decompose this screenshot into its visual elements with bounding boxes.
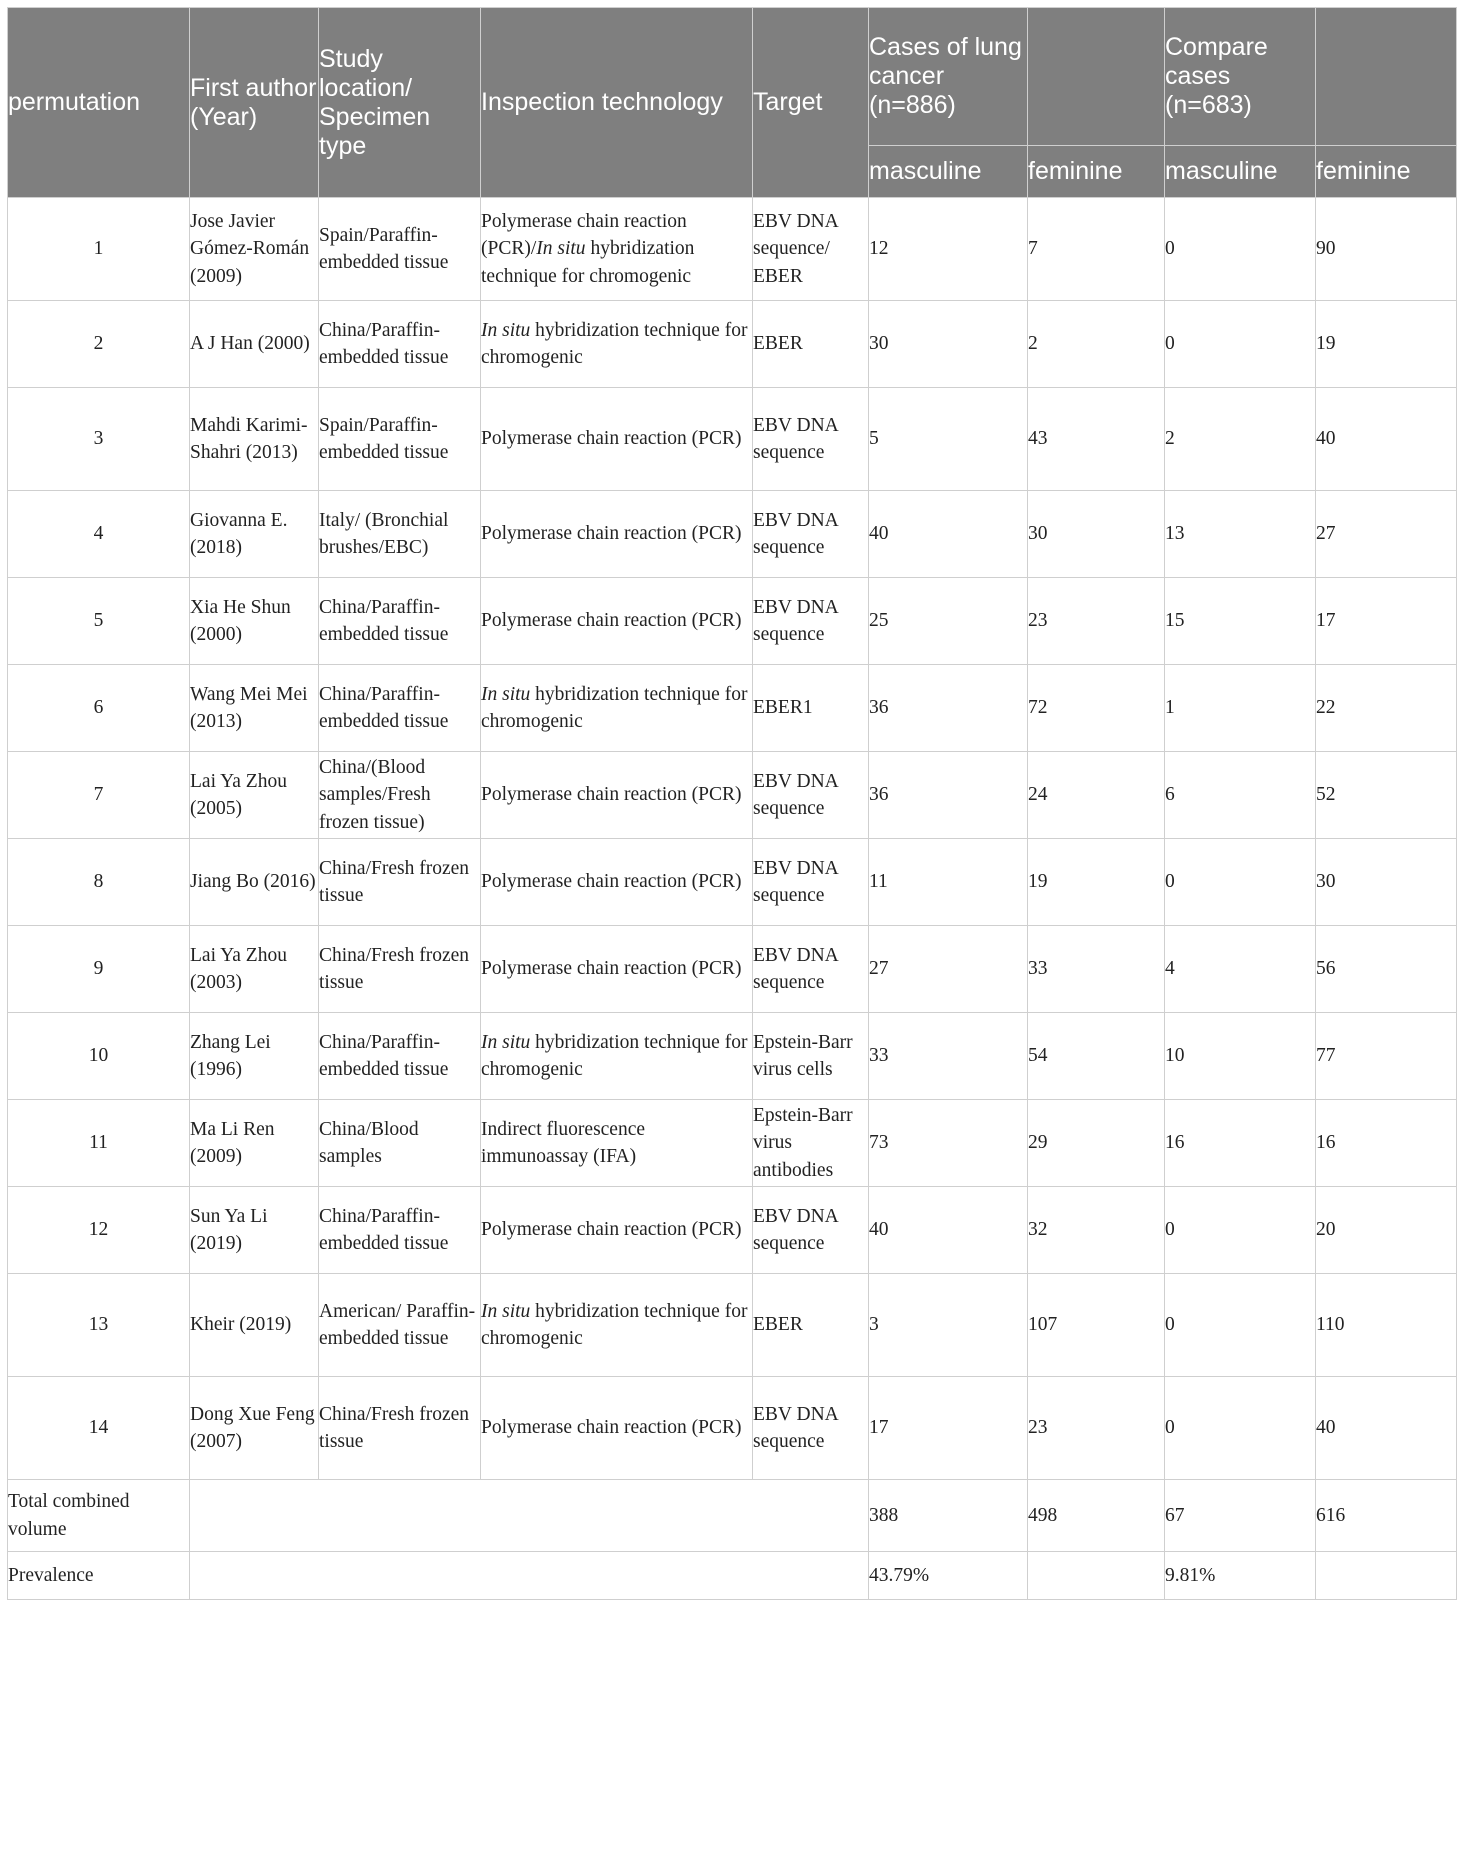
cell-target: EBV DNA sequence: [753, 578, 869, 665]
cell-technology: [481, 1377, 753, 1480]
total-empty: [190, 1480, 869, 1552]
cell-author: Lai Ya Zhou (2005): [190, 752, 319, 839]
tech-italic: In situ: [481, 683, 531, 705]
cell-location: Italy/ (Bronchial brushes/EBC): [319, 491, 481, 578]
header-permutation: permutation: [8, 8, 190, 198]
cell-permutation: 10: [8, 1013, 190, 1100]
total-lc-feminine: 498: [1028, 1480, 1165, 1552]
prevalence-row: [8, 1552, 1457, 1600]
cell-lc-feminine: 19: [1028, 839, 1165, 926]
cell-lc-feminine: 72: [1028, 665, 1165, 752]
cell-cc-masculine: 0: [1165, 1274, 1316, 1377]
tech-text: Polymerase chain reaction (PCR): [481, 523, 742, 545]
header-compare-cases: Compare cases (n=683): [1165, 8, 1316, 146]
cell-author: Zhang Lei (1996): [190, 1013, 319, 1100]
cell-cc-masculine: 0: [1165, 301, 1316, 388]
cell-lc-masculine: 27: [869, 926, 1028, 1013]
prevalence-empty-2: [1028, 1552, 1165, 1600]
cell-technology: [481, 839, 753, 926]
cell-location: China/Paraffin-embedded tissue: [319, 1187, 481, 1274]
tech-text: Polymerase chain reaction (PCR): [481, 1417, 742, 1439]
cell-location: China/Paraffin-embedded tissue: [319, 301, 481, 388]
cell-author: A J Han (2000): [190, 301, 319, 388]
cell-lc-feminine: 2: [1028, 301, 1165, 388]
cell-author: Mahdi Karimi-Shahri (2013): [190, 388, 319, 491]
cell-cc-feminine: 56: [1316, 926, 1457, 1013]
cell-permutation: 4: [8, 491, 190, 578]
cell-target: EBV DNA sequence: [753, 752, 869, 839]
header-cc-masculine: masculine: [1165, 146, 1316, 198]
cell-location: China/Blood samples: [319, 1100, 481, 1187]
cell-lc-masculine: 36: [869, 752, 1028, 839]
cell-lc-feminine: 7: [1028, 198, 1165, 301]
header-inspection-technology: Inspection technology: [481, 8, 753, 198]
cell-lc-masculine: 12: [869, 198, 1028, 301]
cell-lc-masculine: 25: [869, 578, 1028, 665]
cell-technology: [481, 1187, 753, 1274]
table-row: [8, 1187, 1457, 1274]
cell-technology: [481, 388, 753, 491]
cell-cc-feminine: 16: [1316, 1100, 1457, 1187]
cell-cc-feminine: 110: [1316, 1274, 1457, 1377]
table-row: [8, 1100, 1457, 1187]
cell-cc-masculine: 4: [1165, 926, 1316, 1013]
table-row: [8, 388, 1457, 491]
cell-lc-feminine: 30: [1028, 491, 1165, 578]
prevalence-label: Prevalence: [8, 1552, 190, 1600]
cell-location: China/Paraffin-embedded tissue: [319, 665, 481, 752]
cell-cc-masculine: 2: [1165, 388, 1316, 491]
cell-permutation: 5: [8, 578, 190, 665]
cell-cc-feminine: 90: [1316, 198, 1457, 301]
cell-lc-masculine: 30: [869, 301, 1028, 388]
cell-cc-masculine: 6: [1165, 752, 1316, 839]
studies-table: [7, 7, 1457, 1600]
header-lung-cancer-cases: Cases of lung cancer (n=886): [869, 8, 1028, 146]
cell-technology: [481, 1013, 753, 1100]
tech-italic: In situ: [481, 319, 531, 341]
cell-cc-feminine: 19: [1316, 301, 1457, 388]
cell-author: Dong Xue Feng (2007): [190, 1377, 319, 1480]
cell-lc-feminine: 43: [1028, 388, 1165, 491]
cell-cc-masculine: 16: [1165, 1100, 1316, 1187]
cell-permutation: 11: [8, 1100, 190, 1187]
total-cc-masculine: 67: [1165, 1480, 1316, 1552]
cell-permutation: 14: [8, 1377, 190, 1480]
table-row: [8, 1013, 1457, 1100]
cell-target: EBV DNA sequence: [753, 839, 869, 926]
cell-author: Sun Ya Li (2019): [190, 1187, 319, 1274]
cell-permutation: 7: [8, 752, 190, 839]
tech-text: Polymerase chain reaction (PCR): [481, 610, 742, 632]
cell-cc-masculine: 0: [1165, 1377, 1316, 1480]
cell-lc-masculine: 40: [869, 1187, 1028, 1274]
tech-text-rest: hybridization technique for chromogenic: [481, 683, 748, 732]
cell-technology: [481, 301, 753, 388]
cell-permutation: 8: [8, 839, 190, 926]
cell-lc-feminine: 54: [1028, 1013, 1165, 1100]
table-row: [8, 926, 1457, 1013]
cell-technology: [481, 1100, 753, 1187]
cell-location: China/Paraffin-embedded tissue: [319, 1013, 481, 1100]
table-body: [8, 198, 1457, 1600]
header-cc-feminine: feminine: [1316, 146, 1457, 198]
cell-author: Xia He Shun (2000): [190, 578, 319, 665]
prevalence-empty: [190, 1552, 869, 1600]
tech-text-rest: hybridization technique for chromogenic: [481, 1300, 748, 1349]
table-row: [8, 665, 1457, 752]
cell-cc-feminine: 20: [1316, 1187, 1457, 1274]
cell-location: American/ Paraffin-embedded tissue: [319, 1274, 481, 1377]
tech-italic: In situ: [481, 1031, 531, 1053]
cell-lc-feminine: 23: [1028, 1377, 1165, 1480]
cell-target: EBV DNA sequence: [753, 491, 869, 578]
tech-text: Polymerase chain reaction (PCR): [481, 871, 742, 893]
tech-italic: In situ: [481, 1300, 531, 1322]
cell-lc-masculine: 33: [869, 1013, 1028, 1100]
cell-location: Spain/Paraffin-embedded tissue: [319, 388, 481, 491]
cell-target: EBV DNA sequence: [753, 1187, 869, 1274]
tech-text-rest: hybridization technique for chromogenic: [481, 238, 695, 287]
cell-target: EBV DNA sequence: [753, 1377, 869, 1480]
cell-target: EBV DNA sequence: [753, 926, 869, 1013]
total-lc-masculine: 388: [869, 1480, 1028, 1552]
cell-author: Wang Mei Mei (2013): [190, 665, 319, 752]
cell-target: Epstein-Barr virus antibodies: [753, 1100, 869, 1187]
cell-cc-feminine: 40: [1316, 388, 1457, 491]
tech-italic: In situ: [536, 238, 586, 260]
table-row: [8, 1377, 1457, 1480]
cell-cc-feminine: 52: [1316, 752, 1457, 839]
header-empty-1: [1028, 8, 1165, 146]
cell-author: Lai Ya Zhou (2003): [190, 926, 319, 1013]
cell-cc-masculine: 10: [1165, 1013, 1316, 1100]
cell-cc-feminine: 30: [1316, 839, 1457, 926]
cell-lc-masculine: 40: [869, 491, 1028, 578]
cell-target: EBV DNA sequence: [753, 388, 869, 491]
cell-author: Jiang Bo (2016): [190, 839, 319, 926]
cell-target: Epstein-Barr virus cells: [753, 1013, 869, 1100]
total-row: [8, 1480, 1457, 1552]
cell-cc-feminine: 17: [1316, 578, 1457, 665]
prevalence-lung-cancer: 43.79%: [869, 1552, 1028, 1600]
cell-cc-feminine: 27: [1316, 491, 1457, 578]
cell-target: EBV DNA sequence/ EBER: [753, 198, 869, 301]
cell-location: China/Paraffin-embedded tissue: [319, 578, 481, 665]
cell-technology: [481, 198, 753, 301]
cell-technology: [481, 578, 753, 665]
tech-text: Indirect fluorescence immunoassay (IFA): [481, 1118, 646, 1167]
cell-cc-masculine: 1: [1165, 665, 1316, 752]
cell-location: China/(Blood samples/Fresh frozen tissue): [319, 752, 481, 839]
cell-technology: [481, 752, 753, 839]
cell-target: EBER: [753, 1274, 869, 1377]
cell-lc-masculine: 3: [869, 1274, 1028, 1377]
header-target: Target: [753, 8, 869, 198]
cell-permutation: 9: [8, 926, 190, 1013]
cell-target: EBER: [753, 301, 869, 388]
cell-permutation: 1: [8, 198, 190, 301]
cell-cc-feminine: 22: [1316, 665, 1457, 752]
cell-lc-masculine: 73: [869, 1100, 1028, 1187]
tech-text: Polymerase chain reaction (PCR): [481, 784, 742, 806]
cell-permutation: 6: [8, 665, 190, 752]
cell-target: EBER1: [753, 665, 869, 752]
cell-cc-masculine: 0: [1165, 1187, 1316, 1274]
cell-location: Spain/Paraffin-embedded tissue: [319, 198, 481, 301]
cell-technology: [481, 665, 753, 752]
cell-cc-masculine: 13: [1165, 491, 1316, 578]
cell-lc-masculine: 36: [869, 665, 1028, 752]
cell-cc-masculine: 0: [1165, 839, 1316, 926]
cell-lc-feminine: 32: [1028, 1187, 1165, 1274]
header-study-location: Study location/ Specimen type: [319, 8, 481, 198]
cell-lc-feminine: 29: [1028, 1100, 1165, 1187]
tech-text: Polymerase chain reaction (PCR): [481, 428, 742, 450]
cell-location: China/Fresh frozen tissue: [319, 839, 481, 926]
table-row: [8, 839, 1457, 926]
header-lc-masculine: masculine: [869, 146, 1028, 198]
table-row: [8, 578, 1457, 665]
cell-technology: [481, 1274, 753, 1377]
tech-text-rest: hybridization technique for chromogenic: [481, 1031, 748, 1080]
table-row: [8, 1274, 1457, 1377]
cell-cc-feminine: 77: [1316, 1013, 1457, 1100]
tech-text: Polymerase chain reaction (PCR): [481, 1219, 742, 1241]
cell-lc-masculine: 17: [869, 1377, 1028, 1480]
cell-author: Jose Javier Gómez-Román (2009): [190, 198, 319, 301]
cell-author: Giovanna E. (2018): [190, 491, 319, 578]
cell-author: Ma Li Ren (2009): [190, 1100, 319, 1187]
cell-lc-feminine: 24: [1028, 752, 1165, 839]
total-cc-feminine: 616: [1316, 1480, 1457, 1552]
cell-location: China/Fresh frozen tissue: [319, 1377, 481, 1480]
table-row: [8, 752, 1457, 839]
header-lc-feminine: feminine: [1028, 146, 1165, 198]
tech-text: Polymerase chain reaction (PCR)/: [481, 210, 687, 260]
cell-permutation: 3: [8, 388, 190, 491]
cell-permutation: 13: [8, 1274, 190, 1377]
cell-author: Kheir (2019): [190, 1274, 319, 1377]
tech-text: Polymerase chain reaction (PCR): [481, 958, 742, 980]
cell-lc-masculine: 5: [869, 388, 1028, 491]
cell-lc-feminine: 107: [1028, 1274, 1165, 1377]
cell-technology: [481, 926, 753, 1013]
cell-cc-feminine: 40: [1316, 1377, 1457, 1480]
tech-text-rest: hybridization technique for chromogenic: [481, 319, 748, 368]
table-row: [8, 198, 1457, 301]
cell-technology: [481, 491, 753, 578]
table-row: [8, 301, 1457, 388]
cell-lc-masculine: 11: [869, 839, 1028, 926]
cell-location: China/Fresh frozen tissue: [319, 926, 481, 1013]
header-empty-2: [1316, 8, 1457, 146]
cell-lc-feminine: 23: [1028, 578, 1165, 665]
cell-lc-feminine: 33: [1028, 926, 1165, 1013]
prevalence-empty-3: [1316, 1552, 1457, 1600]
total-label: Total combined volume: [8, 1480, 190, 1552]
cell-cc-masculine: 15: [1165, 578, 1316, 665]
table-row: [8, 491, 1457, 578]
header-first-author: First author (Year): [190, 8, 319, 198]
cell-cc-masculine: 0: [1165, 198, 1316, 301]
cell-permutation: 12: [8, 1187, 190, 1274]
prevalence-compare: 9.81%: [1165, 1552, 1316, 1600]
cell-permutation: 2: [8, 301, 190, 388]
